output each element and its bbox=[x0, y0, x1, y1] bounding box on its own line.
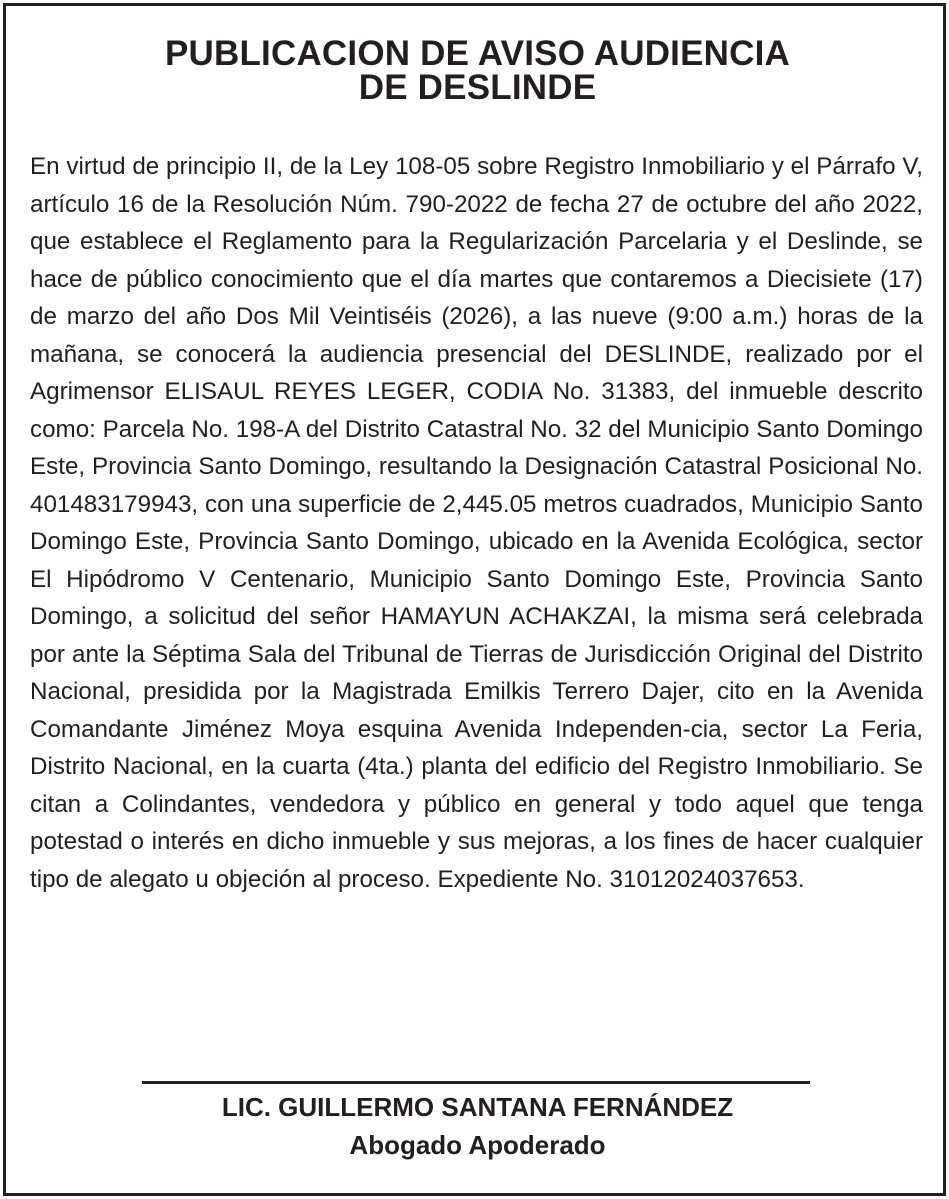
signer-role: Abogado Apoderado bbox=[349, 1130, 606, 1160]
signature-divider bbox=[142, 1081, 810, 1084]
signer-name: LIC. GUILLERMO SANTANA FERNÁNDEZ bbox=[221, 1092, 734, 1122]
notice-title-line-1: PUBLICACION DE AVISO AUDIENCIA bbox=[164, 34, 790, 73]
notice-title-line-2: DE DESLINDE bbox=[358, 68, 597, 107]
notice-title bbox=[6, 34, 949, 107]
notice-body-text: En virtud de principio II, de la Ley 108-05 sobre Registro Inmobiliario y el Párrafo V, artículo 16 de la Resolución Núm. 790-2022 de fecha 27 de octubre del año 2022, que establece el Reglamento para la Regularización Parcelaria y el Deslinde, se hace de público conocimiento que el día martes que contaremos a Diecisiete (17) de marzo del año Dos Mil Veintiséis (2026), a las nueve (9:00 a.m.) horas de la mañana, se conocerá la audiencia presencial del DESLINDE, realizado por el Agrimensor ELISAUL REYES LEGER, CODIA No. 31383, del inmueble descrito como: Parcela No. 198-A del Distrito Catastral No. 32 del Municipio Santo Domingo Este, Provincia Santo Domingo, resultando la Designación Catastral Posicional No. 401483179943, con una superficie de 2,445.05 metros cuadrados, Municipio Santo Domingo Este, Provincia Santo Domingo, ubicado en la Avenida Ecológica, sector El Hipódromo V Centenario, Municipio Santo Domingo Este, Provincia Santo Domingo, a solicitud del señor HAMAYUN ACHAKZAI, la misma será celebrada por ante la Séptima Sala del Tribunal de Tierras de Jurisdicción Original del Distrito Nacional, presidida por la Magistrada Emilkis Terrero Dajer, cito en la Avenida Comandante Jiménez Moya esquina Avenida Independen-cia, sector La Feria, Distrito Nacional, en la cuarta (4ta.) planta del edificio del Registro Inmobiliario. Se citan a Colindantes, vendedora y público en general y todo aquel que tenga potestad o interés en dicho inmueble y sus mejoras, a los fines de hacer cualquier tipo de alegato u objeción al proceso. Expediente No. 31012024037653. bbox=[30, 153, 923, 893]
notice-frame bbox=[3, 3, 946, 1196]
